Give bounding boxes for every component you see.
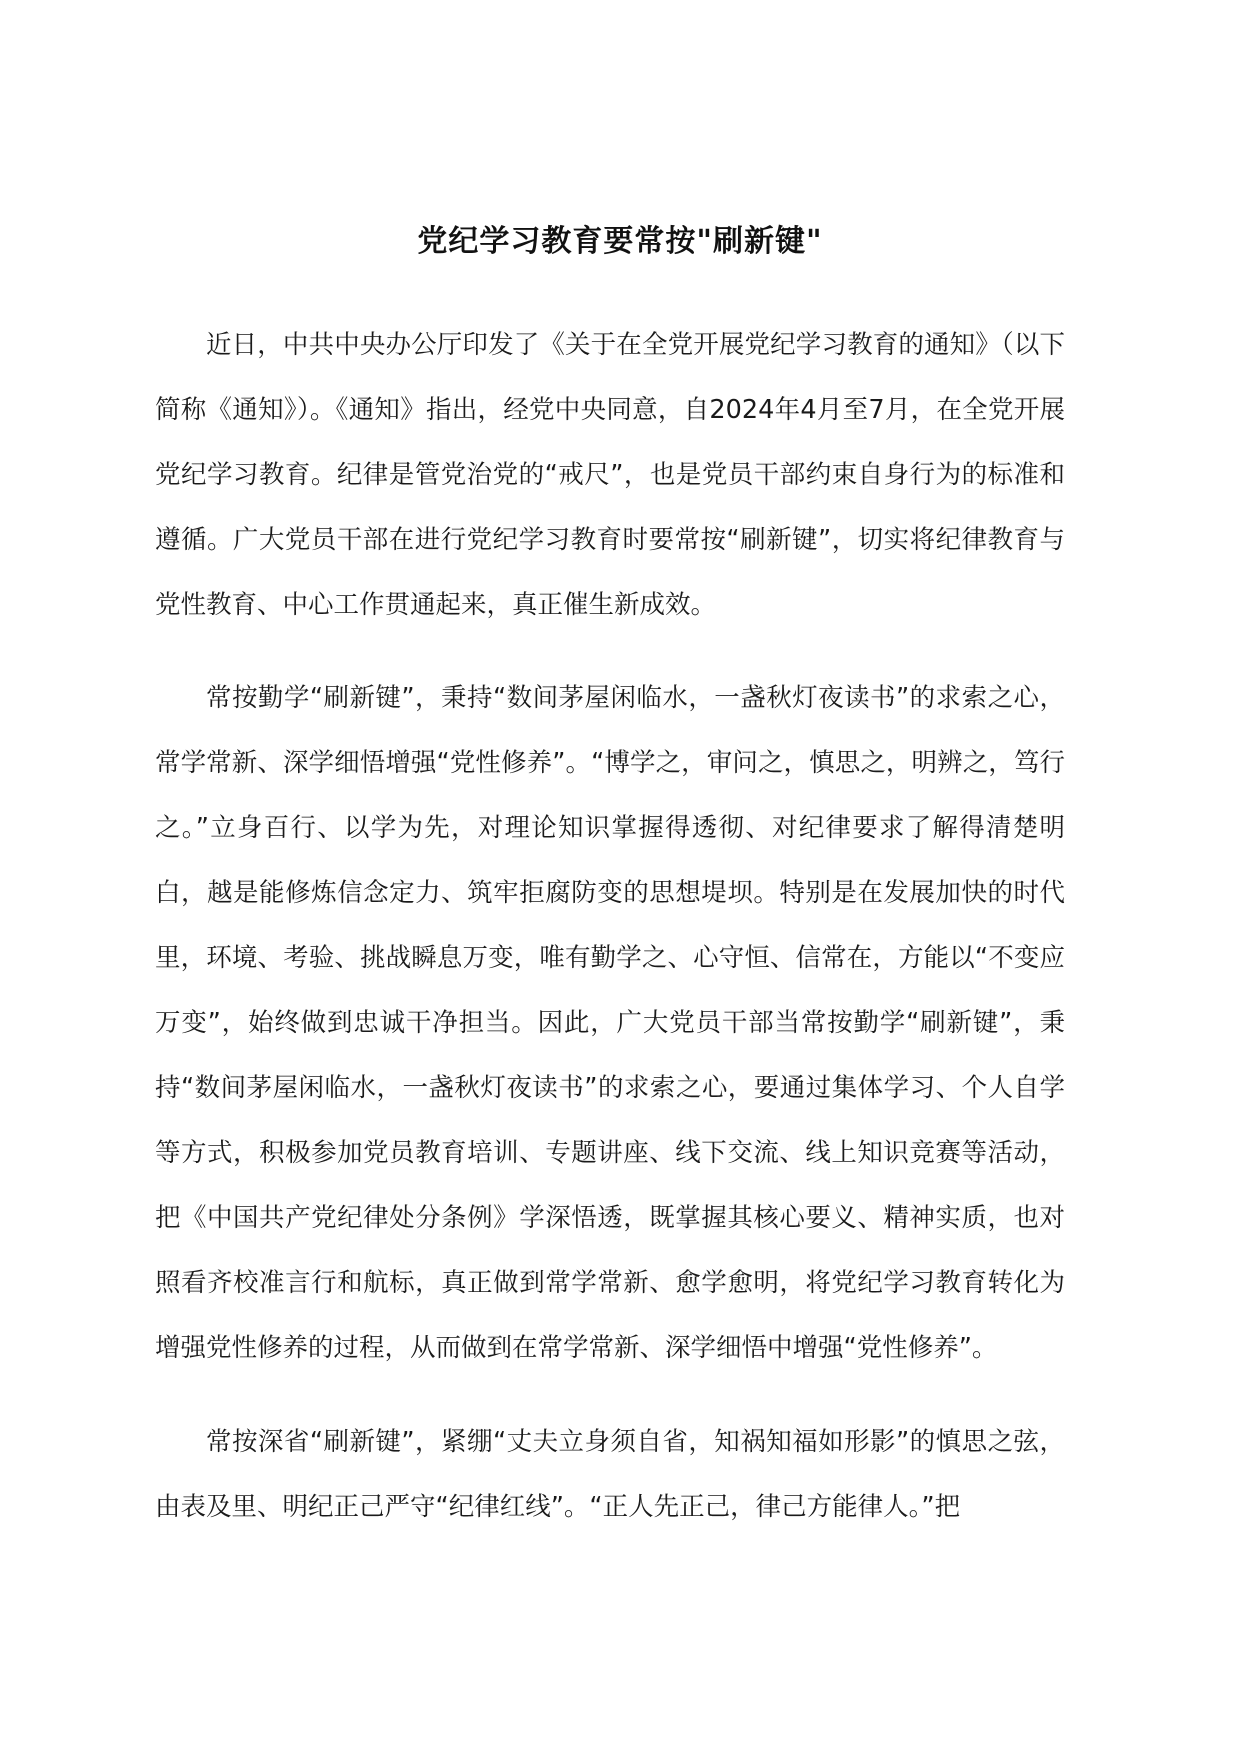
- paragraph-intro: 近日，中共中央办公厅印发了《关于在全党开展党纪学习教育的通知》（以下简称《通知》）。《通知》指出，经党中央同意，自2024年4月至7月，在全党开展党纪学习教育。纪律是管党治党的“戒尺”，也是党员干部约束自身行为的标准和遵循。广大党员干部在进行党纪学习教育时要常按“刷新键”，切实将纪律教育与党性教育、中心工作贯通起来，真正催生新成效。: [155, 330, 1065, 620]
- document-title: 党纪学习教育要常按"刷新键": [417, 224, 823, 259]
- paragraph-diligent-study: 常按勤学“刷新键”，秉持“数间茅屋闲临水，一盏秋灯夜读书”的求索之心，常学常新、深学细悟增强“党性修养”。“博学之，审问之，慎思之，明辨之，笃行之。”立身百行、以学为先，对理论知识掌握得透彻、对纪律要求了解得清楚明白，越是能修炼信念定力、筑牢拒腐防变的思想堤坝。特别是在发展加快的时代里，环境、考验、挑战瞬息万变，唯有勤学之、心守恒、信常在，方能以“不变应万变”，始终做到忠诚干净担当。因此，广大党员干部当常按勤学“刷新键”，秉持“数间茅屋闲临水，一盏秋灯夜读书”的求索之心，要通过集体学习、个人自学等方式，积极参加党员教育培训、专题讲座、线下交流、线上知识竞赛等活动，把《中国共产党纪律处分条例》学深悟透，既掌握其核心要义、精神实质，也对照看齐校准言行和航标，真正做到常学常新、愈学愈明，将党纪学习教育转化为增强党性修养的过程，从而做到在常学常新、深学细悟中增强“党性修养”。: [155, 683, 1065, 1363]
- paragraph-self-reflection: 常按深省“刷新键”，紧绷“丈夫立身须自省，知祸知福如形影”的慎思之弦，由表及里、明纪正己严守“纪律红线”。“正人先正己，律己方能律人。”把: [155, 1427, 1065, 1522]
